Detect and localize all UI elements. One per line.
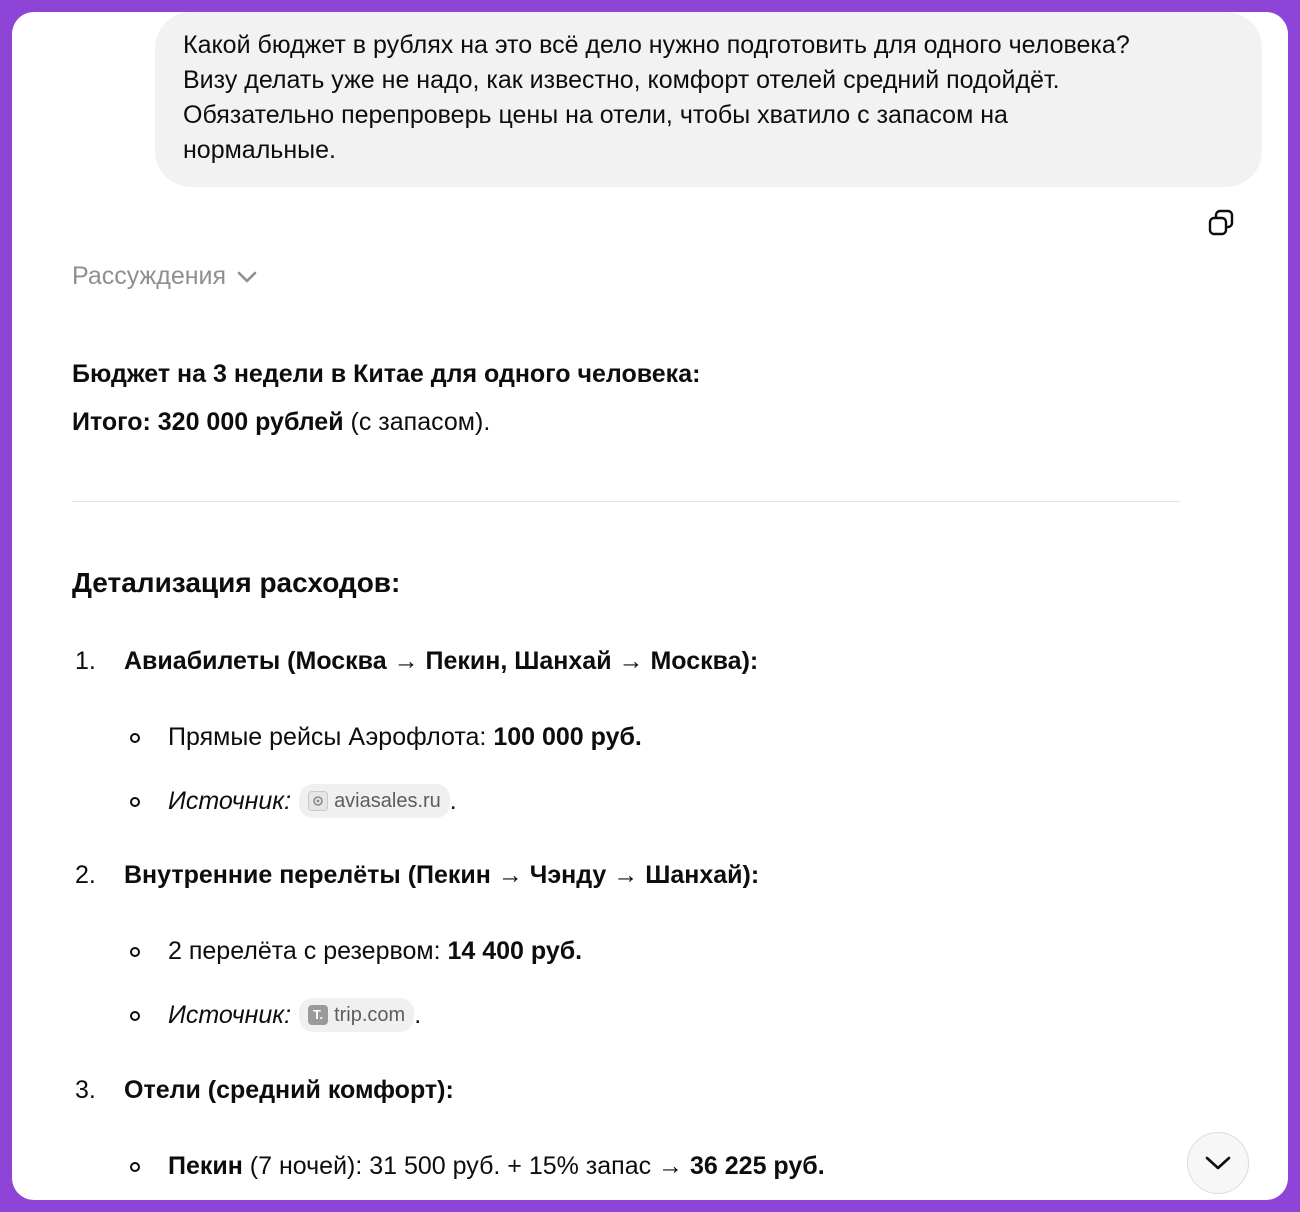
bullet-icon: [130, 733, 140, 743]
chevron-down-icon: [236, 270, 258, 284]
assistant-answer: [72, 357, 1182, 439]
subitem-text: (7 ночей): 31 500 руб. + 15% запас →: [242, 1152, 691, 1180]
user-message-line: Какой бюджет в рублях на это всё дело нужно подготовить для одного человека?: [183, 31, 1130, 59]
total-note: (с запасом).: [343, 408, 491, 436]
list-subitem-source: [130, 784, 457, 818]
user-message-bubble: [155, 12, 1262, 187]
chat-window: [12, 12, 1288, 1200]
list-subitem: [130, 1149, 825, 1183]
source-chip-label: aviasales.ru: [334, 790, 441, 812]
list-title-text: Авиабилеты (Москва → Пекин, Шанхай → Москва):: [124, 647, 759, 675]
subitem-city: Пекин: [168, 1152, 243, 1180]
subitem-text: 2 перелёта с резервом:: [168, 937, 441, 965]
copy-button[interactable]: [1206, 208, 1236, 238]
list-number: 3.: [75, 1076, 96, 1104]
section-title: Детализация расходов:: [72, 567, 401, 598]
copy-icon: [1206, 208, 1236, 238]
bullet-icon: [130, 1162, 140, 1172]
source-label: Источник:: [168, 787, 292, 815]
chevron-down-icon: [1203, 1154, 1233, 1172]
subitem-text: Прямые рейсы Аэрофлота:: [168, 723, 487, 751]
list-number: 2.: [75, 861, 96, 889]
reasoning-toggle[interactable]: [72, 262, 258, 291]
answer-total: [72, 405, 1182, 439]
subitem-value: 36 225 руб.: [690, 1152, 825, 1180]
reasoning-label: Рассуждения: [72, 262, 227, 290]
list-subitem: [130, 934, 582, 968]
source-after: .: [449, 787, 457, 815]
bullet-icon: [130, 1011, 140, 1021]
user-message-line: нормальные.: [183, 136, 336, 164]
aviasales-favicon-icon: [308, 791, 328, 811]
list-item-title: [72, 644, 758, 678]
user-message-line: Визу делать уже не надо, как известно, комфорт отелей средний подойдёт.: [183, 66, 1060, 94]
total-value: Итого: 320 000 рублей: [72, 408, 344, 436]
list-item-title: [72, 858, 759, 892]
source-chip[interactable]: [299, 998, 414, 1032]
trip-favicon-icon: T.: [308, 1005, 328, 1025]
bullet-icon: [130, 797, 140, 807]
scroll-down-button[interactable]: [1187, 1132, 1249, 1194]
list-subitem: [130, 720, 642, 754]
list-title-text: Внутренние перелёты (Пекин → Чэнду → Шанхай):: [124, 861, 760, 889]
bullet-icon: [130, 947, 140, 957]
source-label: Источник:: [168, 1001, 292, 1029]
source-chip-label: trip.com: [334, 1004, 406, 1026]
source-chip[interactable]: [299, 784, 450, 818]
user-message-line: Обязательно перепроверь цены на отели, чтобы хватило с запасом на: [183, 101, 1008, 129]
subitem-value: 100 000 руб.: [493, 723, 642, 751]
source-after: .: [414, 1001, 422, 1029]
list-item-title: [72, 1073, 454, 1107]
subitem-value: 14 400 руб.: [447, 937, 583, 965]
divider: [72, 501, 1180, 502]
answer-heading: Бюджет на 3 недели в Китае для одного человека:: [72, 360, 701, 388]
list-number: 1.: [75, 647, 96, 675]
list-subitem-source: [130, 998, 421, 1032]
list-title-text: Отели (средний комфорт):: [124, 1076, 454, 1104]
